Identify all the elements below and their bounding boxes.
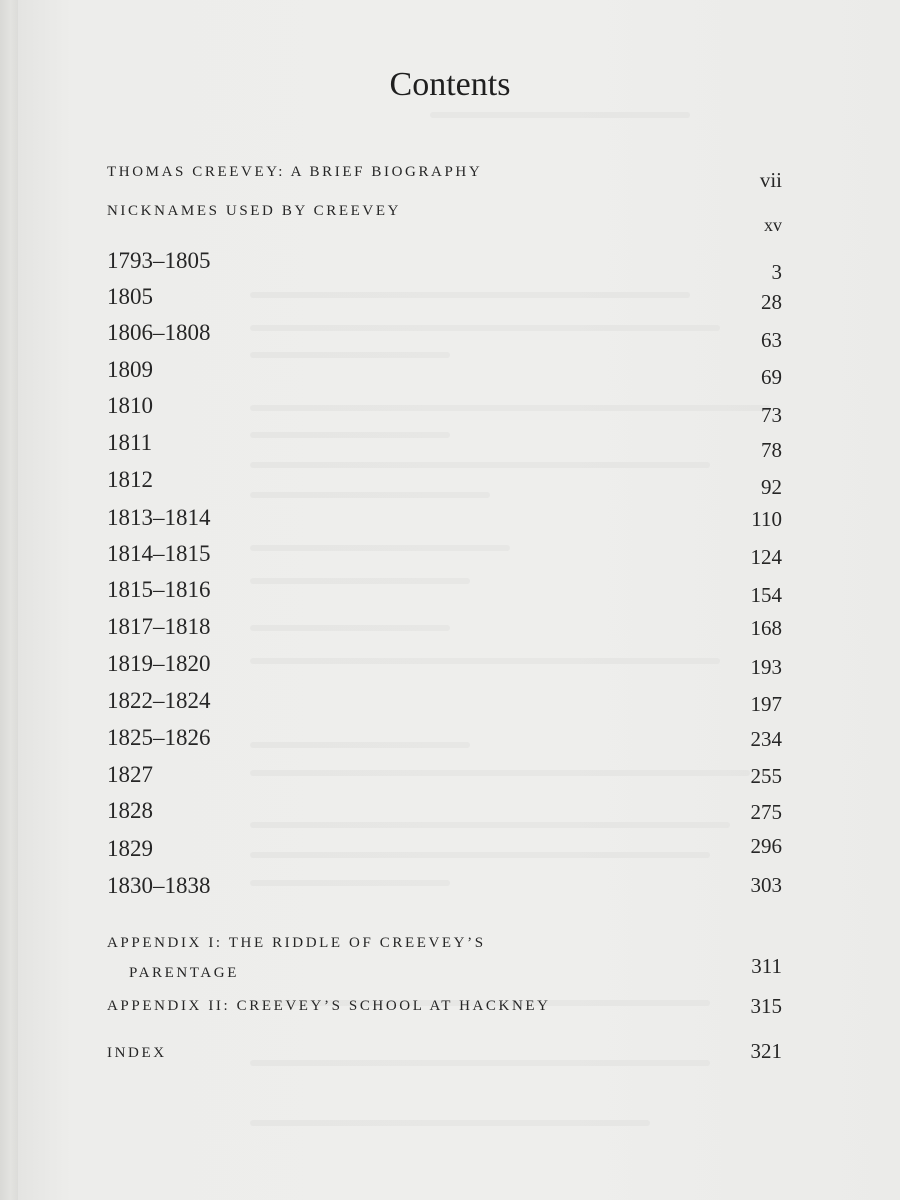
toc-entry-page: 3 [771,260,782,284]
book-spine-shadow [0,0,18,1200]
toc-entry-page: 168 [750,616,782,640]
toc-entry-page: 234 [750,727,782,751]
toc-entry [107,688,782,718]
toc-entry [107,393,782,427]
toc-entry-label: 1814–1815 [107,541,211,566]
toc-entry-page: vii [759,168,782,192]
toc-entry-page: 311 [751,954,782,978]
toc-entry-page: 296 [750,834,782,858]
toc-entry [107,614,782,644]
toc-entry [107,762,782,792]
toc-entry-page: 92 [761,475,782,499]
toc-entry [107,541,782,571]
toc-entry [107,577,782,607]
toc-entry [107,505,782,535]
toc-entry-page: 73 [761,403,782,427]
toc-entry-label: 1806–1808 [107,320,211,345]
toc-entry-page: 315 [750,994,782,1018]
toc-entry-label: 1819–1820 [107,651,211,676]
toc-entry-page: xv [764,215,782,235]
toc-entry-label: 1809 [107,357,153,382]
toc-entry-page: 28 [761,290,782,314]
toc-entry [107,320,782,350]
toc-entry-label: 1822–1824 [107,688,211,713]
toc-entry [107,725,782,755]
toc-entry-page: 69 [761,365,782,389]
toc-entry [107,873,782,903]
toc-entry-label: 1829 [107,836,153,861]
toc-entry [107,357,782,387]
toc-entry [107,467,782,497]
toc-entry [107,248,782,284]
toc-entry [107,203,782,233]
toc-entry-label: 1815–1816 [107,577,211,602]
toc-entry-page: 154 [750,583,782,607]
toc-entry [107,798,782,828]
toc-entry-label: 1805 [107,284,153,309]
toc-entry-page: 63 [761,328,782,352]
toc-entry [107,164,782,194]
toc-entry-label: 1825–1826 [107,725,211,750]
toc-entry [107,1039,782,1075]
toc-entry-label: NICKNAMES USED BY CREEVEY [107,203,402,219]
toc-entry-label [107,928,486,988]
page-title: Contents [389,66,511,103]
toc-entry-label: 1817–1818 [107,614,211,639]
toc-entry-page: 321 [750,1039,782,1063]
toc-entry-label: 1830–1838 [107,873,211,898]
toc-entry-label: 1811 [107,430,153,455]
toc-entry-label: 1810 [107,393,153,418]
toc-entry-page: 197 [750,692,782,716]
toc-entry-page: 275 [750,800,782,824]
toc-entry-label: 1813–1814 [107,505,211,530]
toc-entry-label: APPENDIX II: CREEVEY’S SCHOOL AT HACKNEY [107,998,551,1014]
toc-entry [107,836,782,866]
toc-entry-label: THOMAS CREEVEY: A BRIEF BIOGRAPHY [107,164,483,180]
toc-entry-page: 303 [750,873,782,897]
toc-entry [107,928,782,988]
toc-entry [107,430,782,460]
toc-entry [107,284,782,314]
toc-entry-label-line1: APPENDIX I: THE RIDDLE OF CREEVEY’S [107,935,486,951]
toc-entry-page: 124 [750,545,782,569]
toc-entry-page: 193 [750,655,782,679]
toc-entry [107,651,782,681]
toc-entry-label: 1793–1805 [107,248,211,273]
toc-entry-page: 110 [751,507,782,531]
toc-entry-page: 255 [750,764,782,788]
toc-entry-page: 78 [761,438,782,462]
toc-entry-label: INDEX [107,1045,167,1061]
toc-entry-label: 1812 [107,467,153,492]
toc-entry-label: 1828 [107,798,153,823]
toc-entry-label-line2: PARENTAGE [129,965,239,981]
toc-entry-label: 1827 [107,762,153,787]
toc-entry [107,994,782,1028]
